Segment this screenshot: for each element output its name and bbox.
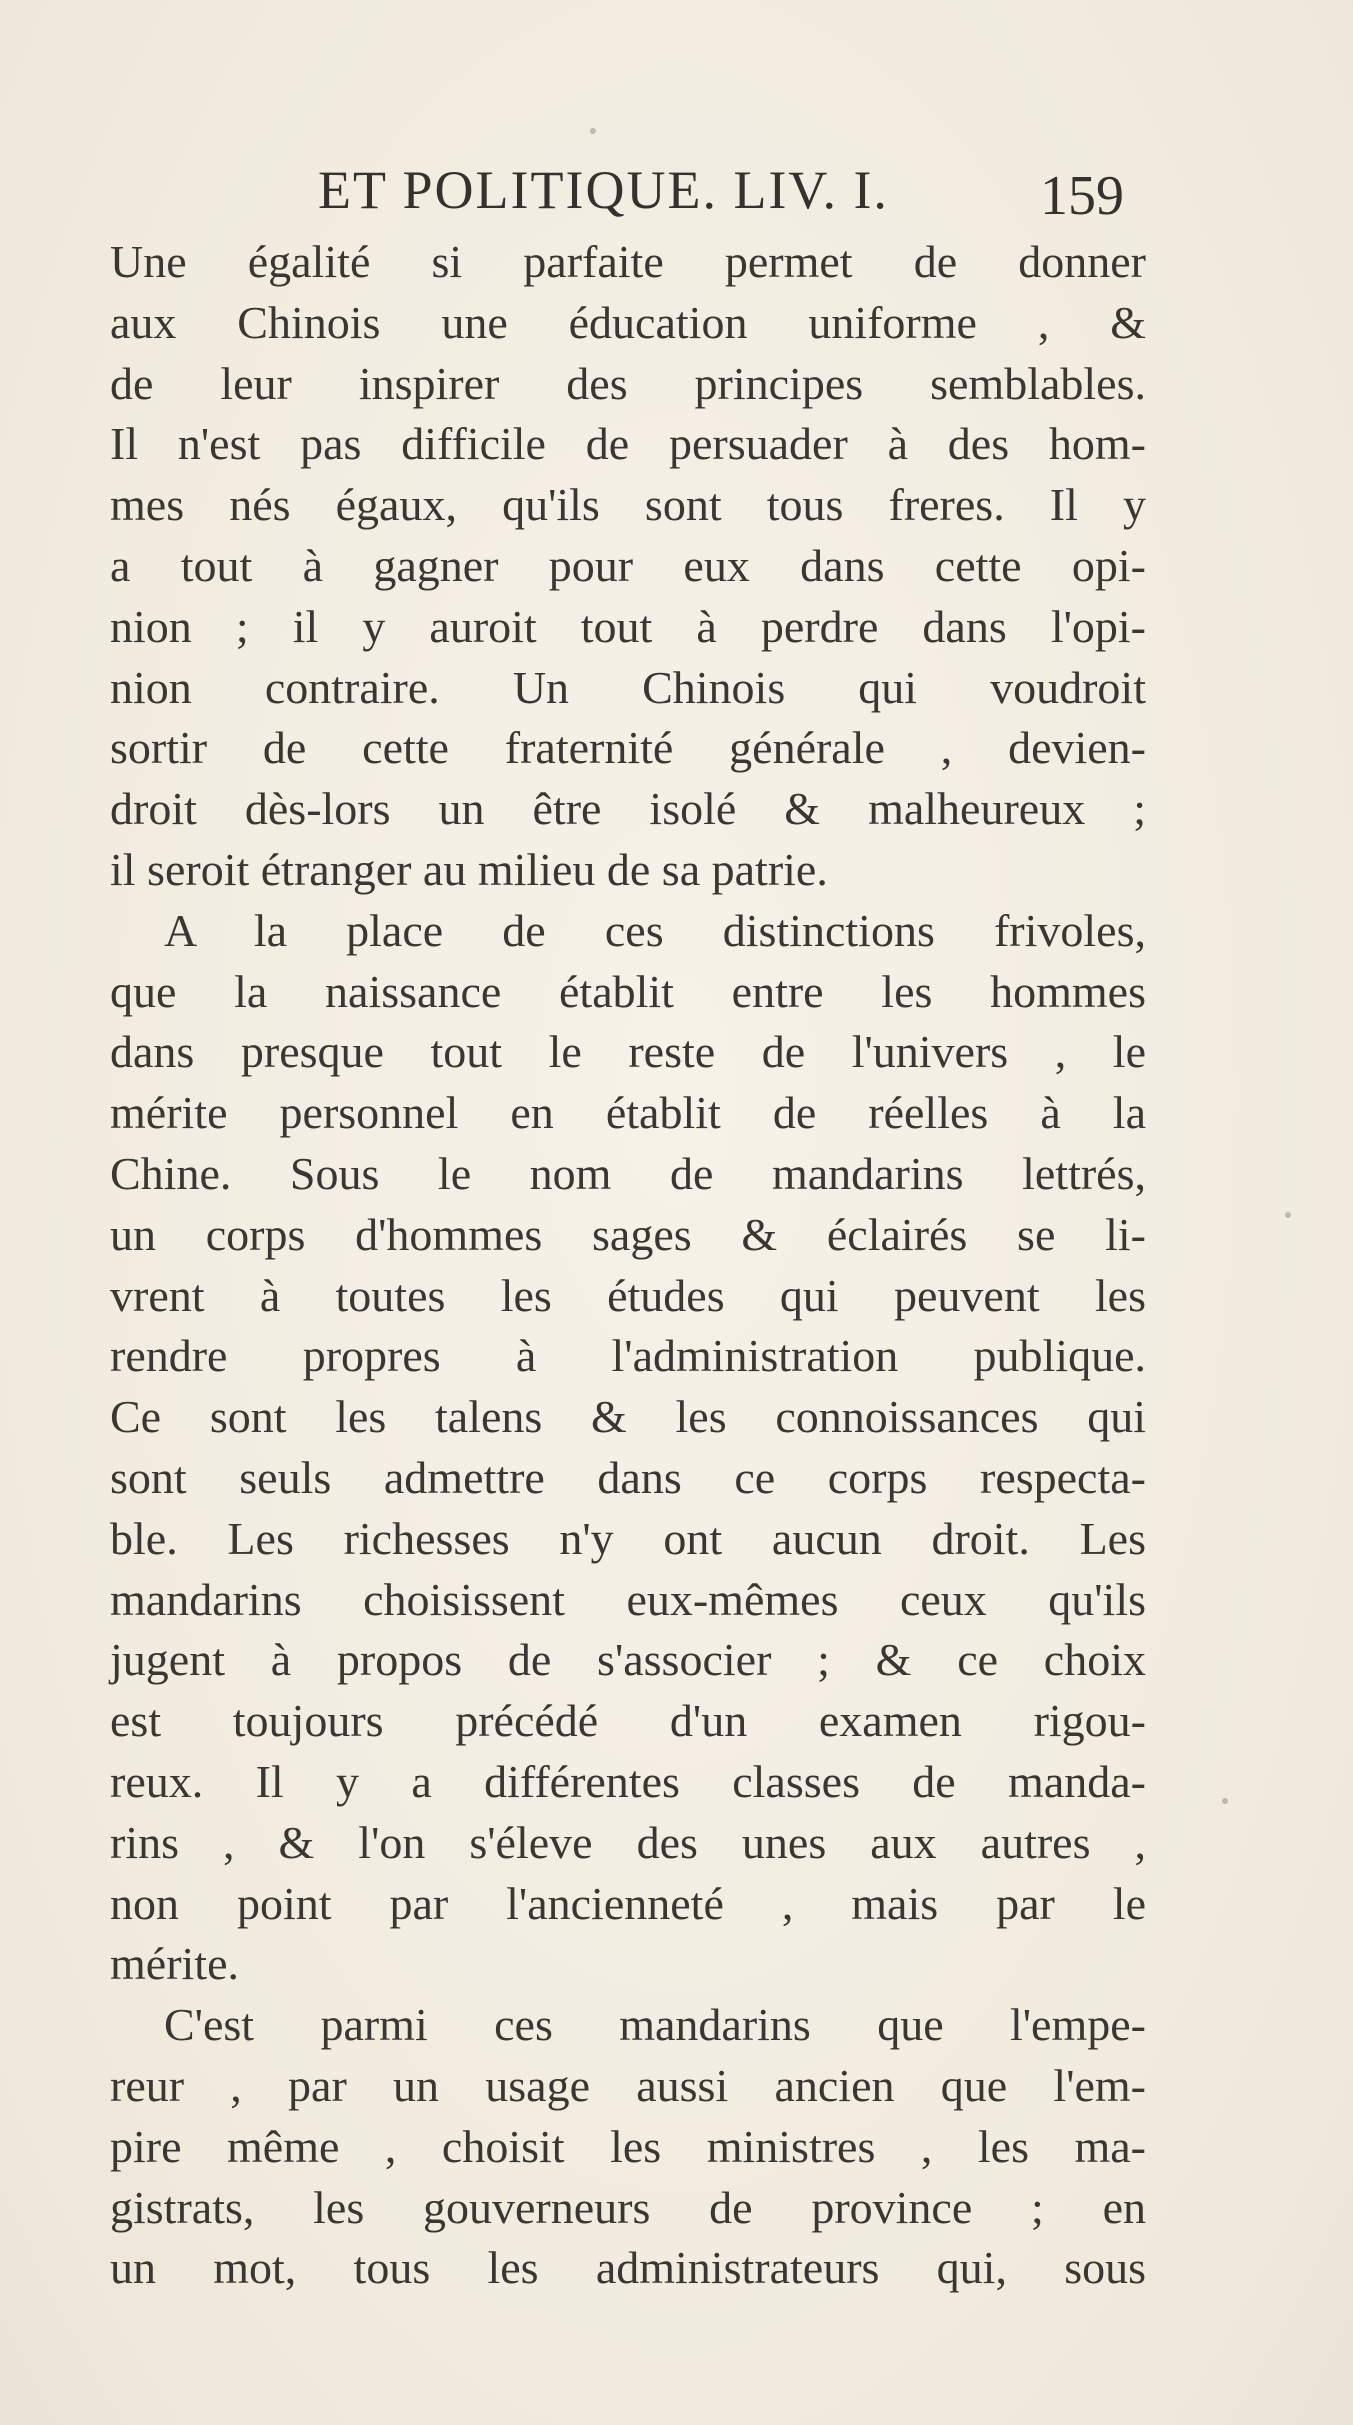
text-line: Il n'est pas difficile de persuader à des hom- bbox=[110, 418, 1146, 470]
body-text bbox=[110, 232, 1146, 2299]
text-line: droit dès-lors un être isolé & malheureux ; bbox=[110, 783, 1146, 835]
text-line: est toujours précédé d'un examen rigou- bbox=[110, 1695, 1146, 1747]
text-line: Ce sont les talens & les connoissances qui bbox=[110, 1391, 1146, 1443]
text-line: gistrats, les gouverneurs de province ; en bbox=[110, 2181, 1146, 2233]
paragraph-start-line: C'est parmi ces mandarins que l'empe- bbox=[164, 1999, 1146, 2051]
text-line: non point par l'ancienneté , mais par le bbox=[110, 1877, 1146, 1929]
page-number: 159 bbox=[1040, 165, 1124, 227]
text-line: mes nés égaux, qu'ils sont tous freres. Il y bbox=[110, 479, 1146, 531]
text-line: a tout à gagner pour eux dans cette opi- bbox=[110, 539, 1146, 591]
text-line: de leur inspirer des principes semblables. bbox=[110, 357, 1146, 409]
text-line: reur , par un usage aussi ancien que l'em- bbox=[110, 2059, 1146, 2111]
text-line: vrent à toutes les études qui peuvent les bbox=[110, 1269, 1146, 1321]
text-line: reux. Il y a différentes classes de manda- bbox=[110, 1755, 1146, 1807]
text-line: il seroit étranger au milieu de sa patrie. bbox=[110, 843, 828, 895]
text-line: rins , & l'on s'éleve des unes aux autres , bbox=[110, 1816, 1146, 1868]
text-line: nion contraire. Un Chinois qui voudroit bbox=[110, 661, 1146, 713]
text-line: rendre propres à l'administration publique. bbox=[110, 1330, 1146, 1382]
text-line: que la naissance établit entre les hommes bbox=[110, 965, 1146, 1017]
text-line: aux Chinois une éducation uniforme , & bbox=[110, 296, 1146, 348]
text-line: dans presque tout le reste de l'univers , le bbox=[110, 1026, 1146, 1078]
text-line: pire même , choisit les ministres , les ma- bbox=[110, 2120, 1146, 2172]
text-line: un corps d'hommes sages & éclairés se li- bbox=[110, 1208, 1146, 1260]
text-line: ble. Les richesses n'y ont aucun droit. Les bbox=[110, 1512, 1146, 1564]
text-line: un mot, tous les administrateurs qui, sous bbox=[110, 2242, 1146, 2294]
text-line: Chine. Sous le nom de mandarins lettrés, bbox=[110, 1147, 1146, 1199]
running-title: ET POLITIQUE. LIV. I. bbox=[318, 160, 889, 220]
text-line: mandarins choisissent eux-mêmes ceux qu'ils bbox=[110, 1573, 1146, 1625]
text-line: nion ; il y auroit tout à perdre dans l'opi- bbox=[110, 600, 1146, 652]
text-line: jugent à propos de s'associer ; & ce choix bbox=[110, 1634, 1146, 1686]
paper-speck bbox=[1222, 1798, 1228, 1804]
text-line: sortir de cette fraternité générale , devien- bbox=[110, 722, 1146, 774]
text-line: mérite personnel en établit de réelles à la bbox=[110, 1087, 1146, 1139]
running-head bbox=[0, 150, 1353, 227]
paragraph-start-line: A la place de ces distinctions frivoles, bbox=[164, 904, 1146, 956]
paper-speck bbox=[1285, 1212, 1291, 1218]
text-line: sont seuls admettre dans ce corps respecta- bbox=[110, 1451, 1146, 1503]
text-line: Une égalité si parfaite permet de donner bbox=[110, 236, 1146, 287]
text-line: mérite. bbox=[110, 1938, 239, 1990]
paper-speck bbox=[590, 128, 596, 134]
